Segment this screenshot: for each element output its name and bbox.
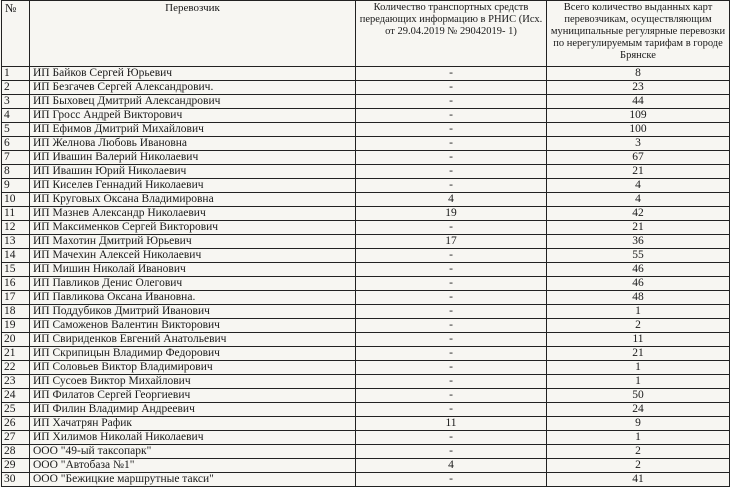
row-number-cell: 26 [2,417,30,431]
cards-count-cell: 24 [547,403,730,417]
table-row [2,375,730,389]
vehicles-count-cell: - [356,305,547,319]
cards-count-cell: 8 [547,67,730,81]
vehicles-count-cell: - [356,137,547,151]
table-row [2,249,730,263]
cards-count-cell: 1 [547,361,730,375]
vehicles-count-cell: - [356,249,547,263]
cards-count-cell: 67 [547,151,730,165]
row-number-cell: 13 [2,235,30,249]
carrier-name-cell: ИП Мишин Николай Иванович [30,263,356,277]
row-number-cell: 9 [2,179,30,193]
cards-count-cell: 9 [547,417,730,431]
table-body [2,67,730,487]
cards-count-cell: 1 [547,431,730,445]
table-row [2,417,730,431]
cards-count-cell: 21 [547,221,730,235]
table-row [2,333,730,347]
carrier-name-cell: ООО "Бежицкие маршрутные такси" [30,473,356,487]
table-row [2,263,730,277]
row-number-cell: 28 [2,445,30,459]
cards-count-cell: 2 [547,319,730,333]
carrier-name-cell: ИП Желнова Любовь Ивановна [30,137,356,151]
header-vehicles: Количество транспортных средств передающих информацию в РНИС (Исх. от 29.04.2019 № 29042019- 1) [356,1,547,67]
vehicles-count-cell: - [356,389,547,403]
carrier-name-cell: ИП Филатов Сергей Георгиевич [30,389,356,403]
carrier-name-cell: ИП Гросс Андрей Викторович [30,109,356,123]
row-number-cell: 12 [2,221,30,235]
cards-count-cell: 41 [547,473,730,487]
row-number-cell: 6 [2,137,30,151]
cards-count-cell: 2 [547,459,730,473]
carrier-name-cell: ИП Байков Сергей Юрьевич [30,67,356,81]
header-cards: Всего количество выданных карт перевозчикам, осуществляющим муниципальные регулярные перевозки по нерегулируемым тарифам в городе Брянске [547,1,730,67]
row-number-cell: 3 [2,95,30,109]
vehicles-count-cell: - [356,347,547,361]
row-number-cell: 23 [2,375,30,389]
carrier-name-cell: ИП Саможенов Валентин Викторович [30,319,356,333]
header-number: № [2,1,30,67]
table-row [2,361,730,375]
row-number-cell: 25 [2,403,30,417]
row-number-cell: 7 [2,151,30,165]
cards-count-cell: 50 [547,389,730,403]
row-number-cell: 8 [2,165,30,179]
carrier-name-cell: ИП Свириденков Евгений Анатольевич [30,333,356,347]
cards-count-cell: 1 [547,375,730,389]
carrier-name-cell: ИП Махотин Дмитрий Юрьевич [30,235,356,249]
vehicles-count-cell: - [356,179,547,193]
vehicles-count-cell: - [356,95,547,109]
row-number-cell: 2 [2,81,30,95]
row-number-cell: 20 [2,333,30,347]
vehicles-count-cell: - [356,109,547,123]
cards-count-cell: 46 [547,277,730,291]
row-number-cell: 5 [2,123,30,137]
cards-count-cell: 44 [547,95,730,109]
cards-count-cell: 21 [547,347,730,361]
cards-count-cell: 4 [547,193,730,207]
table-row [2,431,730,445]
cards-count-cell: 109 [547,109,730,123]
table-row [2,347,730,361]
table-row [2,305,730,319]
carrier-name-cell: ИП Ивашин Валерий Николаевич [30,151,356,165]
vehicles-count-cell: - [356,291,547,305]
table-row [2,179,730,193]
table-row [2,151,730,165]
cards-count-cell: 48 [547,291,730,305]
cards-count-cell: 2 [547,445,730,459]
cards-count-cell: 4 [547,179,730,193]
vehicles-count-cell: - [356,81,547,95]
carrier-name-cell: ИП Сусоев Виктор Михайлович [30,375,356,389]
carrier-name-cell: ИП Ефимов Дмитрий Михайлович [30,123,356,137]
table-row [2,207,730,221]
carrier-name-cell: ИП Мачехин Алексей Николаевич [30,249,356,263]
cards-count-cell: 21 [547,165,730,179]
vehicles-count-cell: - [356,333,547,347]
carrier-name-cell: ИП Быховец Дмитрий Александрович [30,95,356,109]
row-number-cell: 11 [2,207,30,221]
carrier-name-cell: ИП Филин Владимир Андреевич [30,403,356,417]
carrier-name-cell: ИП Хачатрян Рафик [30,417,356,431]
vehicles-count-cell: 4 [356,193,547,207]
carrier-name-cell: ИП Соловьев Виктор Владимирович [30,361,356,375]
vehicles-count-cell: - [356,361,547,375]
vehicles-count-cell: - [356,221,547,235]
table-row [2,319,730,333]
vehicles-count-cell: - [356,403,547,417]
carrier-name-cell: ИП Киселев Геннадий Николаевич [30,179,356,193]
table-row [2,473,730,487]
cards-count-cell: 100 [547,123,730,137]
cards-count-cell: 1 [547,305,730,319]
row-number-cell: 14 [2,249,30,263]
carrier-name-cell: ИП Хилимов Николай Николаевич [30,431,356,445]
vehicles-count-cell: - [356,151,547,165]
vehicles-count-cell: 11 [356,417,547,431]
table-row [2,389,730,403]
cards-count-cell: 46 [547,263,730,277]
vehicles-count-cell: - [356,319,547,333]
header-carrier: Перевозчик [30,1,356,67]
vehicles-count-cell: - [356,375,547,389]
carrier-name-cell: ООО "49-ый таксопарк" [30,445,356,459]
table-row [2,165,730,179]
table-row [2,403,730,417]
row-number-cell: 22 [2,361,30,375]
row-number-cell: 29 [2,459,30,473]
row-number-cell: 16 [2,277,30,291]
vehicles-count-cell: - [356,473,547,487]
carrier-name-cell: ИП Павликов Денис Олегович [30,277,356,291]
row-number-cell: 24 [2,389,30,403]
cards-count-cell: 36 [547,235,730,249]
vehicles-count-cell: 17 [356,235,547,249]
row-number-cell: 19 [2,319,30,333]
carrier-name-cell: ИП Павликова Оксана Ивановна. [30,291,356,305]
cards-count-cell: 3 [547,137,730,151]
table-row [2,67,730,81]
row-number-cell: 17 [2,291,30,305]
vehicles-count-cell: - [356,165,547,179]
carrier-name-cell: ООО "Автобаза №1" [30,459,356,473]
vehicles-count-cell: - [356,67,547,81]
carrier-name-cell: ИП Максименков Сергей Викторович [30,221,356,235]
table-row [2,193,730,207]
carrier-name-cell: ИП Круговых Оксана Владимировна [30,193,356,207]
table-header [2,1,730,67]
cards-count-cell: 55 [547,249,730,263]
carrier-name-cell: ИП Мазнев Александр Николаевич [30,207,356,221]
row-number-cell: 18 [2,305,30,319]
table-row [2,291,730,305]
row-number-cell: 4 [2,109,30,123]
table-row [2,277,730,291]
table-row [2,137,730,151]
row-number-cell: 30 [2,473,30,487]
row-number-cell: 21 [2,347,30,361]
row-number-cell: 15 [2,263,30,277]
vehicles-count-cell: - [356,123,547,137]
table-row [2,123,730,137]
row-number-cell: 27 [2,431,30,445]
table-row [2,95,730,109]
table-row [2,235,730,249]
carrier-name-cell: ИП Поддубиков Дмитрий Иванович [30,305,356,319]
table-row [2,109,730,123]
cards-count-cell: 23 [547,81,730,95]
cards-count-cell: 42 [547,207,730,221]
vehicles-count-cell: - [356,277,547,291]
vehicles-count-cell: - [356,445,547,459]
table-row [2,221,730,235]
carrier-name-cell: ИП Безгачев Сергей Александрович. [30,81,356,95]
row-number-cell: 10 [2,193,30,207]
table-row [2,445,730,459]
vehicles-count-cell: - [356,431,547,445]
vehicles-count-cell: 4 [356,459,547,473]
carriers-table [1,0,730,487]
carrier-name-cell: ИП Скрипицын Владимир Федорович [30,347,356,361]
cards-count-cell: 11 [547,333,730,347]
vehicles-count-cell: - [356,263,547,277]
carrier-name-cell: ИП Ивашин Юрий Николаевич [30,165,356,179]
row-number-cell: 1 [2,67,30,81]
header-row [2,1,730,67]
table-row [2,81,730,95]
table-row [2,459,730,473]
vehicles-count-cell: 19 [356,207,547,221]
